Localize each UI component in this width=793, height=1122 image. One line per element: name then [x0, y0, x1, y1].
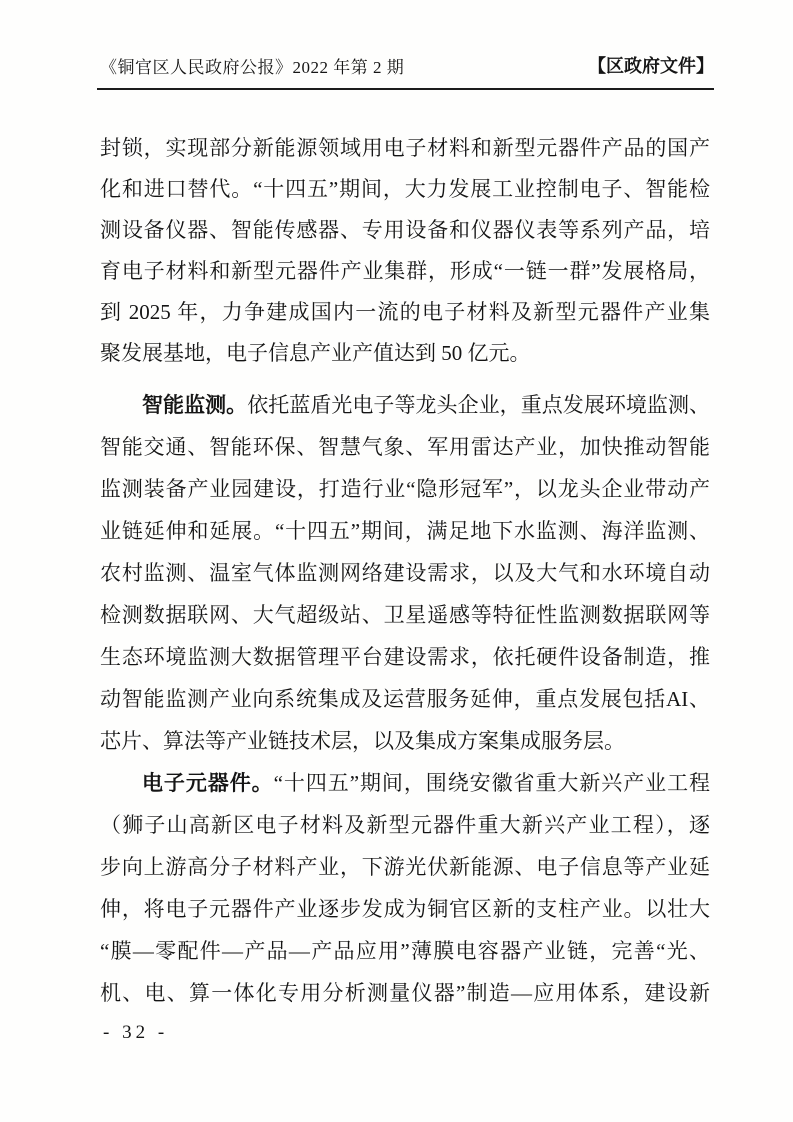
text-line: 动智能监测产业向系统集成及运营服务延伸，重点发展包括AI、 [100, 687, 710, 711]
document-category-label: 【区政府文件】 [588, 56, 714, 76]
paragraph-smart-monitoring [100, 384, 710, 762]
paragraph-lead-bold: 电子元器件。 [142, 771, 274, 795]
text-line: 检测数据联网、大气超级站、卫星遥感等特征性监测数据联网等 [100, 603, 710, 627]
text-line [100, 762, 710, 804]
text-line [100, 384, 710, 426]
text-line: 芯片、算法等产业链技术层，以及集成方案集成服务层。 [100, 729, 625, 753]
paragraph-lead-bold: 智能监测。 [142, 393, 248, 417]
text-run: 依托蓝盾光电子等龙头企业，重点发展环境监测、 [247, 393, 711, 417]
text-line: 到 2025 年，力争建成国内一流的电子材料及新型元器件产业集 [100, 300, 710, 324]
text-line: 生态环境监测大数据管理平台建设需求，依托硬件设备制造，推 [100, 645, 710, 669]
text-line: 农村监测、温室气体监测网络建设需求，以及大气和水环境自动 [100, 561, 710, 585]
gazette-title: 《铜官区人民政府公报》2022 年第 2 期 [100, 58, 405, 77]
text-line: 聚发展基地，电子信息产业产值达到 50 亿元。 [100, 341, 531, 365]
text-line: 封锁，实现部分新能源领域用电子材料和新型元器件产品的国产 [100, 136, 710, 160]
text-line: 步向上游高分子材料产业，下游光伏新能源、电子信息等产业延 [100, 855, 710, 879]
text-line: 机、电、算一体化专用分析测量仪器”制造—应用体系，建设新 [100, 981, 710, 1005]
header-divider [97, 88, 714, 90]
paragraph-continued [100, 128, 710, 374]
text-line: 智能交通、智能环保、智慧气象、军用雷达产业，加快推动智能 [100, 435, 710, 459]
text-line: “膜—零配件—产品—产品应用”薄膜电容器产业链，完善“光、 [100, 939, 710, 963]
text-run: “十四五”期间，围绕安徽省重大新兴产业工程 [273, 771, 711, 795]
text-line: 育电子材料和新型元器件产业集群，形成“一链一群”发展格局， [100, 259, 710, 283]
paragraph-electronic-components [100, 762, 710, 1014]
text-line: 化和进口替代。“十四五”期间，大力发展工业控制电子、智能检 [100, 177, 710, 201]
text-line: 测设备仪器、智能传感器、专用设备和仪器仪表等系列产品，培 [100, 218, 710, 242]
text-line: 伸，将电子元器件产业逐步发成为铜官区新的支柱产业。以壮大 [100, 897, 710, 921]
text-line: （狮子山高新区电子材料及新型元器件重大新兴产业工程），逐 [100, 813, 710, 837]
document-body [100, 128, 710, 1014]
text-line: 业链延伸和延展。“十四五”期间，满足地下水监测、海洋监测、 [100, 519, 710, 543]
page-header [100, 52, 714, 78]
text-line: 监测装备产业园建设，打造行业“隐形冠军”，以龙头企业带动产 [100, 477, 710, 501]
page-number: - 32 - [103, 1022, 169, 1043]
